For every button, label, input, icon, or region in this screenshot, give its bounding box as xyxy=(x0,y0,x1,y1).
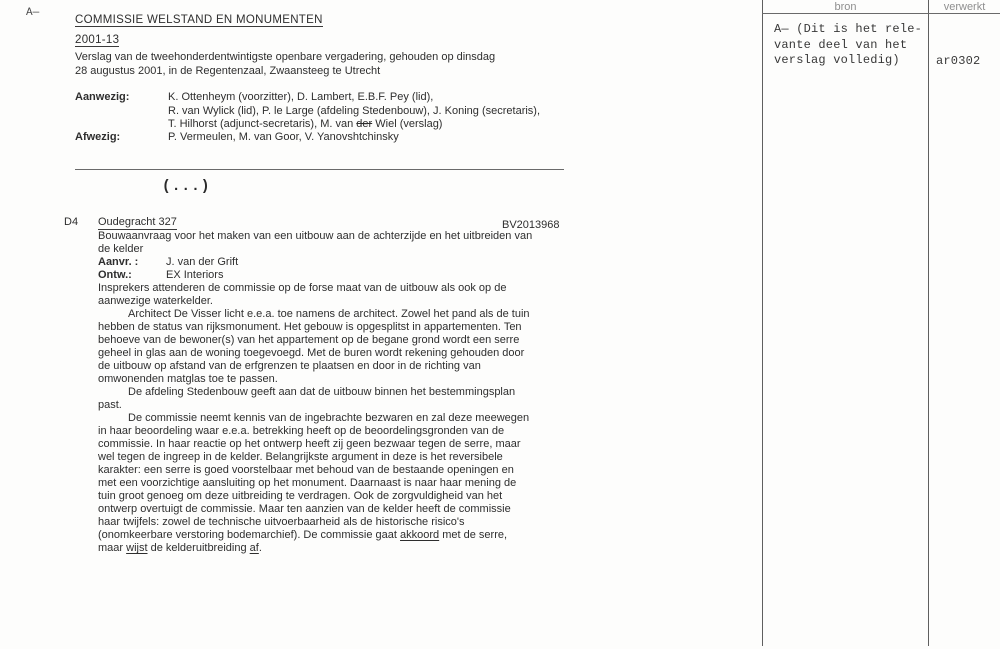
text-segment: Insprekers attenderen de commissie op de forse maat van de uitbouw als ook op de xyxy=(98,282,507,294)
text-segment: met een voorzichtige aansluiting op het monument. Daarnaast is naar haar mening de xyxy=(98,477,517,489)
report-number xyxy=(75,30,323,48)
text-line xyxy=(98,477,578,490)
text-segment: hebben de status van rijksmonument. Het gebouw is opgesplitst in appartementen. Ten xyxy=(98,321,522,333)
text-line xyxy=(98,321,578,334)
text-segment: R. van Wylick (lid), P. le Large (afdeling Stedenbouw), J. Koning (secretaris), xyxy=(168,104,541,117)
case-id: D4 xyxy=(64,216,79,228)
text-segment: wel tegen de ingreep in de kelder. Belangrijkste argument in deze is het reversibele xyxy=(98,451,503,463)
text-segment: Wiel (verslag) xyxy=(372,118,443,130)
text-segment: af xyxy=(249,542,259,554)
text-line xyxy=(98,412,578,425)
designer-value: EX Interiors xyxy=(166,269,224,281)
text-line xyxy=(98,243,532,256)
designer-row xyxy=(98,269,223,282)
omitted-text-marker: (...) xyxy=(162,179,211,195)
document-header xyxy=(75,10,323,48)
text-line xyxy=(98,360,578,373)
text-line xyxy=(98,438,578,451)
text-segment: verslag volledig) xyxy=(774,53,900,67)
text-segment: omwonenden matglas toe te passen. xyxy=(98,373,278,385)
text-segment: tuin groot genoeg om deze uitbreiding te verdragen. Ook de zorgvuldigheid van het xyxy=(98,490,503,502)
verwerkt-column-header: verwerkt xyxy=(943,1,986,13)
text-segment: akkoord xyxy=(400,529,440,541)
absent-label: Afwezig: xyxy=(75,131,121,143)
sidebar-left-border xyxy=(762,0,763,646)
text-segment: de kelderuitbreiding xyxy=(147,542,250,554)
margin-marker: A— xyxy=(26,7,40,19)
case-address-text: Oudegracht 327 xyxy=(98,216,177,228)
text-line xyxy=(98,295,578,308)
text-segment: wijst xyxy=(126,542,148,554)
text-segment: de kelder xyxy=(98,243,144,255)
text-line xyxy=(774,38,922,54)
case-paragraphs xyxy=(98,282,578,555)
text-segment: geheel in glas aan de woning toegevoegd. Met de buren wordt rekening gehouden door xyxy=(98,347,525,359)
applicant-row xyxy=(98,256,238,269)
text-segment: past. xyxy=(98,399,122,411)
applicant-label: Aanvr. : xyxy=(98,256,139,268)
text-line xyxy=(98,490,578,503)
designer-label: Ontw.: xyxy=(98,269,132,281)
text-segment: A— (Dit is het rele- xyxy=(774,22,923,36)
present-list xyxy=(168,91,540,132)
case-address xyxy=(98,216,177,230)
text-segment: haar twijfels: zowel de technische uitvoerbaarheid als de historische risico's xyxy=(98,516,465,528)
text-line xyxy=(98,503,578,516)
text-segment: T. Hilhorst (adjunct-secretaris), M. van xyxy=(168,118,357,130)
text-line xyxy=(98,529,578,542)
text-line xyxy=(75,50,495,64)
page-title xyxy=(75,10,323,28)
text-segment: 28 augustus 2001, in de Regentenzaal, Zwaansteeg te Utrecht xyxy=(75,65,381,77)
text-segment: commissie. In haar reactie op het ontwerp heeft zij geen bezwaar tegen de serre, maar xyxy=(98,438,521,450)
absent-list xyxy=(168,131,399,145)
text-line xyxy=(98,334,578,347)
case-reference: BV2013968 xyxy=(502,219,560,231)
text-segment: aanwezige waterkelder. xyxy=(98,295,213,307)
text-line xyxy=(98,386,578,399)
bron-column-header: bron xyxy=(834,1,857,13)
text-line xyxy=(168,131,399,145)
text-line xyxy=(168,118,540,132)
text-segment: K. Ottenheym (voorzitter), D. Lambert, E.B.F. Pey (lid), xyxy=(168,91,434,103)
text-line xyxy=(98,464,578,477)
text-line xyxy=(98,399,578,412)
text-line xyxy=(98,373,578,386)
text-line xyxy=(98,347,578,360)
report-number-text: 2001-13 xyxy=(75,34,120,46)
text-segment: ontwerp overtuigt de commissie. Maar ten aanzien van de kelder heeft de commissie xyxy=(98,503,511,515)
text-line xyxy=(75,64,495,78)
text-line xyxy=(98,451,578,464)
case-subject xyxy=(98,230,532,256)
text-segment: behoeve van de bewoner(s) van het appartement op de begane grond wordt een serre xyxy=(98,334,520,346)
verwerkt-value: ar0302 xyxy=(936,54,981,68)
text-line xyxy=(98,230,532,243)
text-segment: Architect De Visser licht e.e.a. toe namens de architect. Zowel het pand als de tuin xyxy=(128,308,530,320)
text-line xyxy=(774,53,922,69)
bron-annotation xyxy=(774,22,922,69)
text-segment: karakter: een serre is goed voorstelbaar met behoud van de bestaande openingen en xyxy=(98,464,514,476)
text-segment: in haar beoordeling waar e.e.a. betrekking heeft op de beoordelingsgronden van de xyxy=(98,425,505,437)
section-divider xyxy=(75,169,564,170)
page-title-text: COMMISSIE WELSTAND EN MONUMENTEN xyxy=(75,14,323,26)
intro-paragraph xyxy=(75,50,495,78)
text-segment: Verslag van de tweehonderdentwintigste openbare vergadering, gehouden op dinsdag xyxy=(75,51,496,63)
text-segment: (onomkeerbare verstoring bodemarchief). De commissie gaat xyxy=(98,529,401,541)
text-line xyxy=(774,22,922,38)
text-line xyxy=(98,542,578,555)
text-segment: maar xyxy=(98,542,127,554)
sidebar-column-divider xyxy=(928,0,929,646)
text-line xyxy=(98,308,578,321)
text-segment: Bouwaanvraag voor het maken van een uitbouw aan de achterzijde en het uitbreiden van xyxy=(98,230,533,242)
text-segment: . xyxy=(258,542,262,554)
text-segment: met de serre, xyxy=(439,529,508,541)
text-line xyxy=(168,105,540,119)
text-segment: de uitbouw op afstand van de erfgrenzen te plaatsen en door in de richting van xyxy=(98,360,481,372)
text-line xyxy=(168,91,540,105)
present-label: Aanwezig: xyxy=(75,91,130,103)
text-segment: vante deel van het xyxy=(774,37,908,52)
text-line xyxy=(98,425,578,438)
text-segment: De commissie neemt kennis van de ingebrachte bezwaren en zal deze meewegen xyxy=(128,412,530,424)
applicant-value: J. van der Grift xyxy=(166,256,239,268)
text-segment: De afdeling Stedenbouw geeft aan dat de uitbouw binnen het bestemmingsplan xyxy=(128,386,516,398)
text-line xyxy=(98,282,578,295)
text-line xyxy=(98,516,578,529)
text-segment: der xyxy=(356,118,373,130)
text-segment: P. Vermeulen, M. van Goor, V. Yanovshtchinsky xyxy=(168,131,399,143)
